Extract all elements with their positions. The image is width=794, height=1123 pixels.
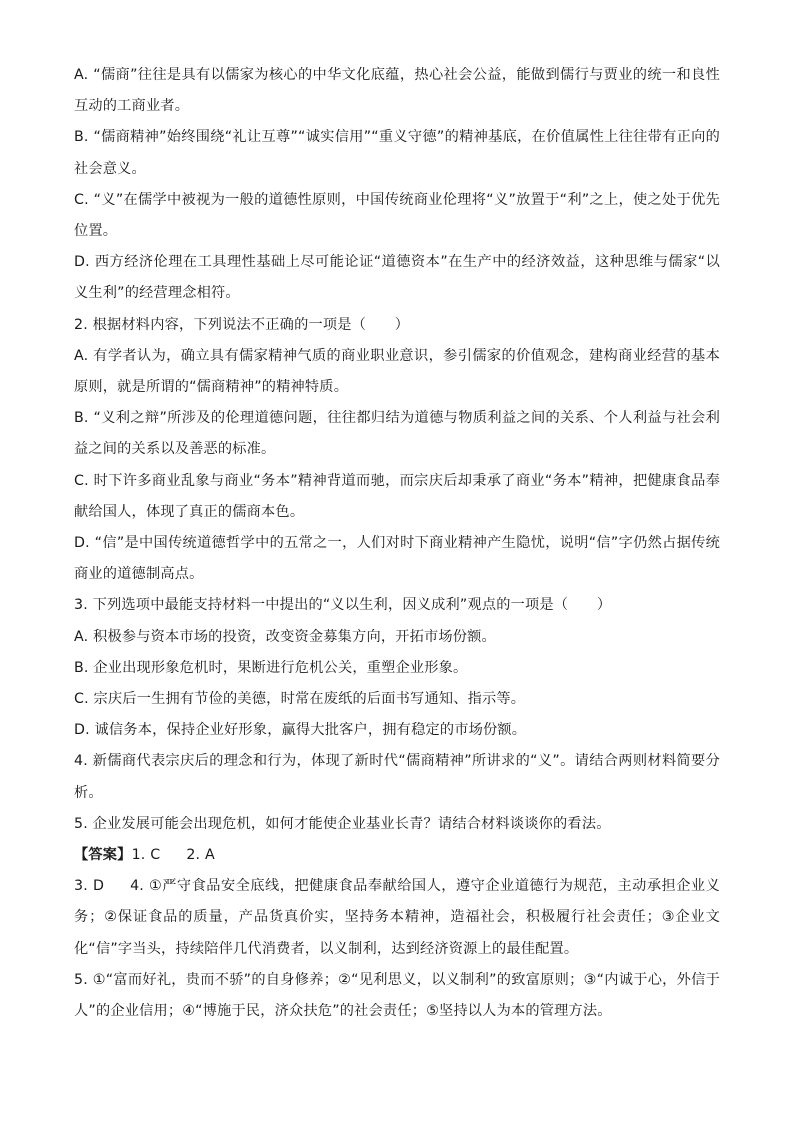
answer-line-1 bbox=[74, 840, 720, 871]
q2-option-a: A. 有学者认为，确立具有儒家精神气质的商业职业意识，参引儒家的价值观念，建构商业经营的基本原则，就是所谓的“儒商精神”的精神特质。 bbox=[74, 347, 720, 396]
answer-4: 4. ①严守食品安全底线，把健康食品奉献给国人，遵守企业道德行为规范，主动承担企业义务；②保证食品的质量，产品货真价实，坚持务本精神，造福社会，积极履行社会责任；③企业文化“信”字当头，持续陪伴几代消费者，以义制利，达到经济资源上的最佳配置。 bbox=[74, 878, 720, 957]
q2-stem: 2. 根据材料内容，下列说法不正确的一项是（ ） bbox=[74, 316, 410, 333]
answer-5: 5. ①“富而好礼，贵而不骄”的自身修养；②“见利思义，以义制利”的致富原则；③“内诚于心，外信于人”的企业信用；④“博施于民，济众扶危”的社会责任；⑤坚持以人为本的管理方法。 bbox=[74, 971, 720, 1020]
q5-stem: 5. 企业发展可能会出现危机，如何才能使企业基业长青？请结合材料谈谈你的看法。 bbox=[74, 815, 611, 832]
q3-option-b: B. 企业出现形象危机时，果断进行危机公关，重塑企业形象。 bbox=[74, 659, 468, 676]
answer-2: 2. A bbox=[186, 847, 215, 864]
q3-option-d: D. 诚信务本，保持企业好形象，赢得大批客户，拥有稳定的市场份额。 bbox=[74, 722, 527, 739]
q1-option-a: A. “儒商”往往是具有以儒家为核心的中华文化底蕴，热心社会公益，能做到儒行与贾业的统一和良性互动的工商业者。 bbox=[74, 67, 720, 115]
answer-3: 3. D bbox=[74, 878, 105, 895]
answer-line-3-4 bbox=[74, 871, 720, 965]
q3-stem: 3. 下列选项中最能支持材料一中提出的“义以生利，因义成利”观点的一项是（ ） bbox=[74, 597, 612, 614]
q2-option-d: D. “信”是中国传统道德哲学中的五常之一，人们对时下商业精神产生隐忧，说明“信”字仍然占据传统商业的道德制高点。 bbox=[74, 535, 720, 583]
q1-option-b: B. “儒商精神”始终围绕“礼让互尊”“诚实信用”“重义守德”的精神基底，在价值属性上往往带有正向的社会意义。 bbox=[74, 129, 720, 177]
q4-stem: 4. 新儒商代表宗庆后的理念和行为，体现了新时代“儒商精神”所讲求的“义”。请结合两则材料简要分析。 bbox=[74, 753, 720, 801]
q3-option-a: A. 积极参与资本市场的投资，改变资金募集方向，开拓市场份额。 bbox=[74, 628, 496, 645]
q1-option-c: C. “义”在儒学中被视为一般的道德性原则，中国传统商业伦理将“义”放置于“利”之上，使之处于优先位置。 bbox=[74, 191, 720, 240]
q2-option-b: B. “义利之辩”所涉及的伦理道德问题，往往都归结为道德与物质利益之间的关系、个人利益与社会利益之间的关系以及善恶的标准。 bbox=[74, 410, 720, 458]
q2-option-c: C. 时下许多商业乱象与商业“务本”精神背道而驰，而宗庆后却秉承了商业“务本”精神，把健康食品奉献给国人，体现了真正的儒商本色。 bbox=[74, 472, 720, 520]
answer-1: 1. C bbox=[131, 847, 161, 864]
answer-tag: 【答案】 bbox=[74, 847, 132, 864]
q3-option-c: C. 宗庆后一生拥有节俭的美德，时常在废纸的后面书写通知、指示等。 bbox=[74, 691, 526, 708]
q1-option-d: D. 西方经济伦理在工具理性基础上尽可能论证“道德资本”在生产中的经济效益，这种思维与儒家“以义生利”的经营理念相符。 bbox=[74, 254, 720, 302]
